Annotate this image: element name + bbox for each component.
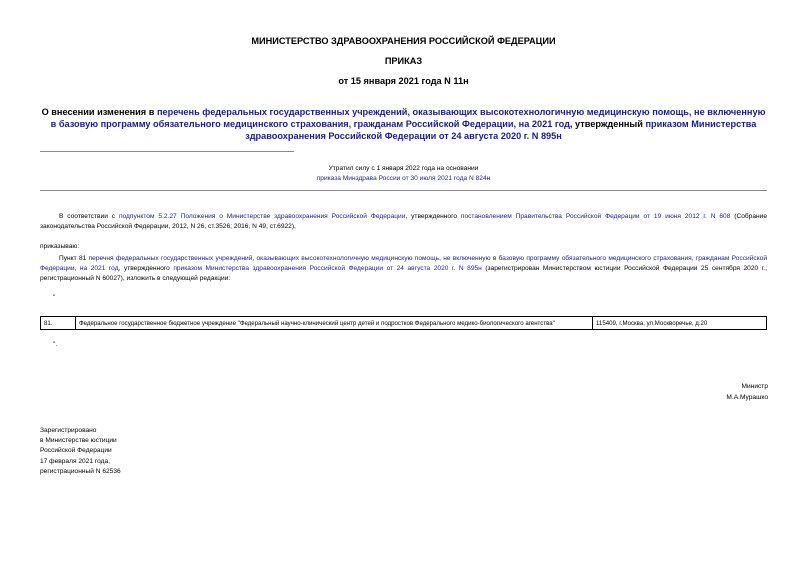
registration-line-1: Зарегистрировано xyxy=(40,427,97,434)
preamble-paragraph xyxy=(40,212,767,232)
preamble-text-1: В соответствии с xyxy=(59,213,119,220)
preamble-link-decree[interactable]: постановлением Правительства Российской Федерации от 19 июня 2012 г. N 608 xyxy=(460,213,731,220)
point-text-3: (зарегистрирован Министерством юстиции Российской Федерации 25 сентября 2020 г., регистрационный N 60027), изложить в следующей редакции: xyxy=(40,264,767,282)
preamble-text-2: , утвержденного xyxy=(405,213,461,220)
title-text-1: О внесении изменения в xyxy=(41,107,157,117)
registration-line-4: 17 февраля 2021 года, xyxy=(40,457,110,465)
status-line-1: Утратил силу с 1 января 2022 года на основании xyxy=(328,165,479,172)
table-cell-address: 115409, г.Москва, ул.Москворечье, д.20 xyxy=(593,317,767,330)
title-link-list[interactable]: перечень федеральных государственных учреждений, оказывающих высокотехнологичную медицинскую помощь, не включенную в базовую программу обязательного медицинского страхования, гражданам Российской Федерации, на 2021 год xyxy=(50,107,766,129)
registration-line-2: в Министерстве юстиции xyxy=(40,437,117,445)
ministry-heading: МИНИСТЕРСТВО ЗДРАВООХРАНЕНИЯ РОССИЙСКОЙ ФЕДЕРАЦИИ xyxy=(251,36,556,46)
registration-line-3: Российской Федерации xyxy=(40,447,112,455)
preamble-link-regulation[interactable]: подпунктом 5.2.27 Положения о Министерстве здравоохранения Российской Федерации xyxy=(118,213,406,220)
quote-open: " xyxy=(53,294,56,301)
document-title xyxy=(40,106,767,142)
point-text-1: Пункт 81 xyxy=(59,255,89,262)
title-text-2: , утвержденный xyxy=(569,119,646,129)
edit-table xyxy=(40,316,767,330)
signature-name: М.А.Мурашко xyxy=(726,394,768,401)
status-link[interactable]: приказа Минздрава России от 30 июля 2021 года N 824н xyxy=(316,175,491,182)
point-text-2: , утвержденного xyxy=(118,264,174,272)
registration-block xyxy=(40,426,121,477)
divider-full xyxy=(40,190,767,191)
registration-line-5: регистрационный N 62536 xyxy=(40,467,121,475)
point-link-list[interactable]: перечня федеральных государственных учреждений, оказывающих высокотехнологичную медицинскую помощь, не включенную в базовую программу обязательного медицинского страхования, гражданам Российской Федерации, на 2021 год xyxy=(40,255,768,272)
point-link-order[interactable]: приказом Министерства здравоохранения Российской Федерации от 24 августа 2020 г. N 895н xyxy=(173,264,482,272)
table-cell-number: 81. xyxy=(41,317,76,330)
preamble-text-3: (Собрание законодательства Российской Федерации, 2012, N 26, ст.3526; 2016, N 49, ст.6922), xyxy=(40,213,768,230)
order-word: приказываю: xyxy=(40,243,80,250)
table-cell-organization: Федеральное государственное бюджетное учреждение "Федеральный научно-клинический центр детей и подростков Федерального медико-биологического агентства" xyxy=(76,317,593,330)
quote-close: ". xyxy=(53,341,58,348)
signature-position: Министр xyxy=(741,383,768,390)
doc-type-heading: ПРИКАЗ xyxy=(384,56,423,66)
point-paragraph xyxy=(40,254,767,283)
table-row xyxy=(41,317,767,330)
date-number-heading: от 15 января 2021 года N 11н xyxy=(338,76,469,86)
title-link-order[interactable]: приказом Министерства здравоохранения Российской Федерации от 24 августа 2020 г. N 895н xyxy=(245,119,757,141)
divider-short xyxy=(40,151,294,152)
